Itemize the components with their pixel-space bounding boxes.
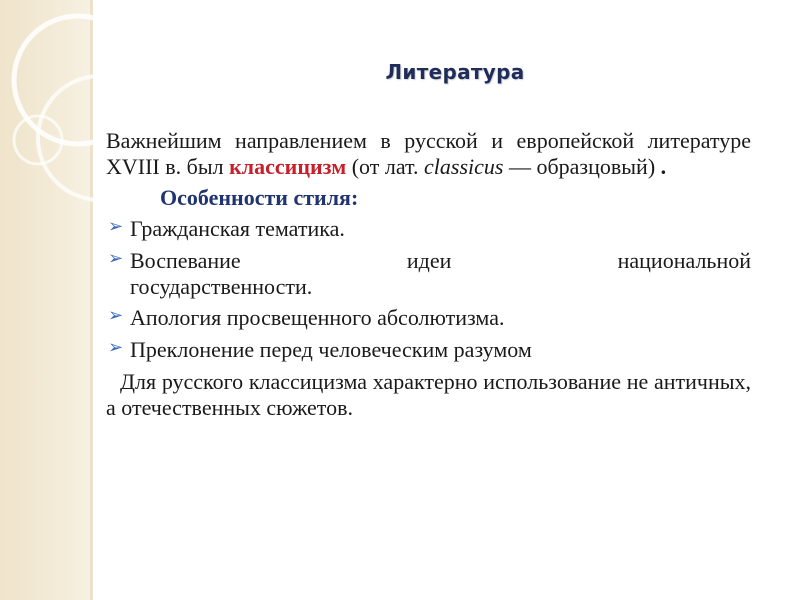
list-item — [106, 216, 751, 242]
intro-paragraph — [106, 128, 751, 179]
list-item-text: Преклонение перед человеческим разумом — [130, 337, 532, 363]
list-item-text-line1: Воспевание идеи национальной — [130, 247, 751, 273]
intro-text-part3: — образцовый) — [503, 153, 661, 179]
closing-paragraph: Для русского классицизма характерно использование не античных, а отечественных сюжетов. — [106, 368, 751, 420]
intro-text-part1: Важнейшим направлением в русской и европейской литературе XVIII в. был — [106, 128, 751, 179]
chevron-right-icon: ➢ — [108, 337, 124, 359]
list-item — [106, 305, 751, 331]
classicism-term: классицизм — [229, 153, 347, 179]
list-item-text: Апология просвещенного абсолютизма. — [130, 305, 505, 331]
slide-title: Литература — [385, 60, 525, 84]
list-item — [106, 248, 751, 299]
slide-content — [106, 128, 751, 420]
chevron-right-icon: ➢ — [108, 305, 124, 327]
latin-term: classicus — [424, 153, 504, 179]
intro-text-part2: (от лат. — [346, 153, 424, 179]
chevron-right-icon: ➢ — [108, 216, 124, 238]
chevron-right-icon: ➢ — [108, 247, 124, 269]
style-features-list — [106, 216, 751, 363]
list-item-text-line2: государственности. — [130, 273, 313, 299]
style-features-heading: Особенности стиля: — [160, 185, 359, 211]
list-item — [106, 337, 751, 363]
intro-end-period: . — [660, 153, 667, 179]
list-item-text: Гражданская тематика. — [130, 216, 345, 242]
